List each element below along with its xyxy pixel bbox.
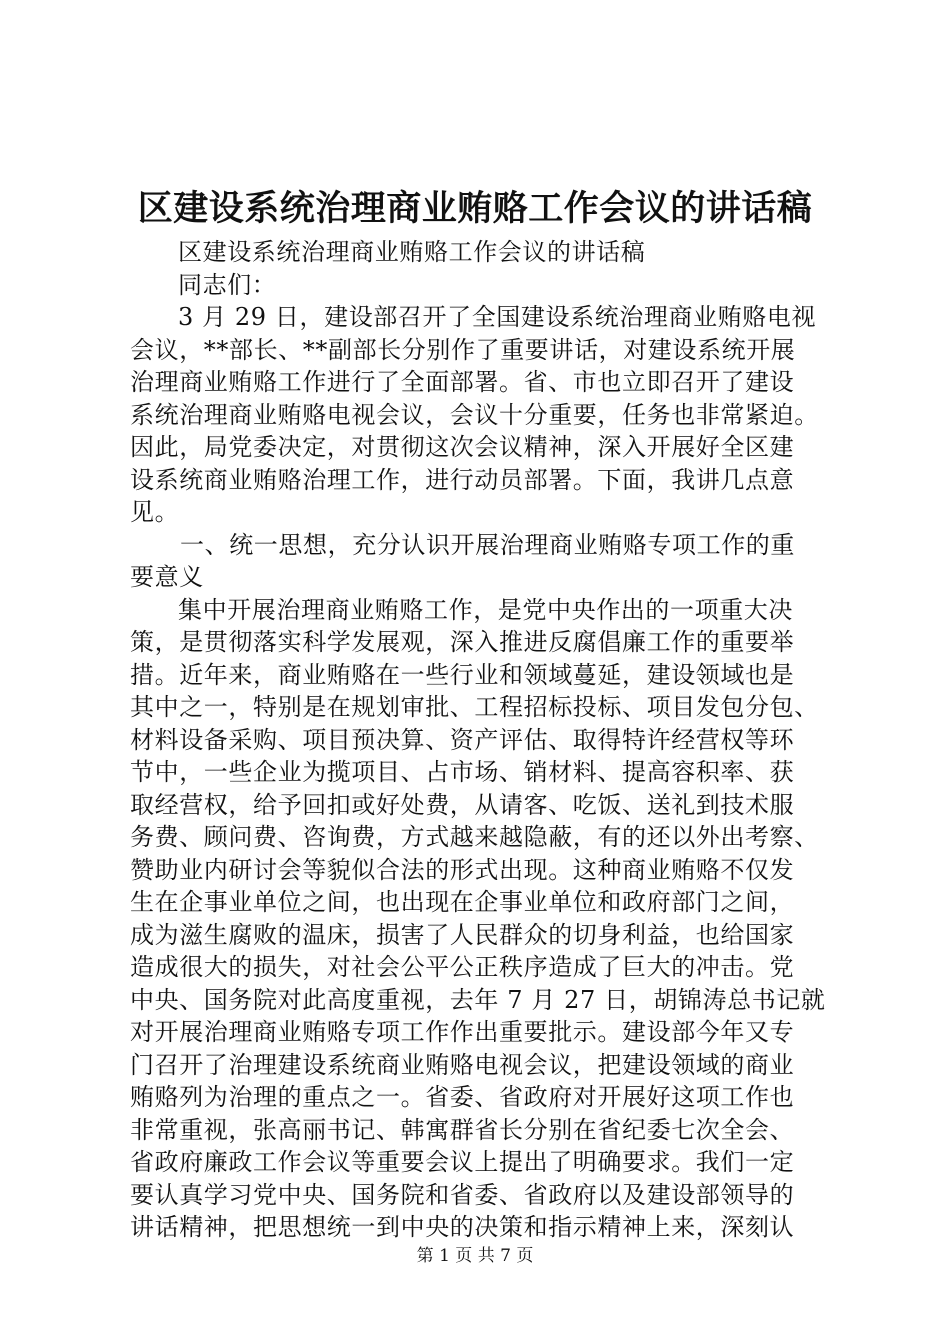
text-line: 成为滋生腐败的温床，损害了人民群众的切身利益，也给国家 (130, 920, 795, 949)
text-line: 非常重视，张高丽书记、韩寓群省长分别在省纪委七次全会、 (130, 1115, 795, 1144)
text-line: 设系统商业贿赂治理工作，进行动员部署。下面，我讲几点意 (130, 465, 795, 494)
text-line: 中央、国务院对此高度重视，去年 7 月 27 日，胡锦涛总书记就 (130, 985, 826, 1014)
text-line: 3 月 29 日，建设部召开了全国建设系统治理商业贿赂电视 (178, 303, 817, 331)
text-line: 省政府廉政工作会议等重要会议上提出了明确要求。我们一定 (130, 1148, 795, 1176)
text-line: 集中开展治理商业贿赂工作，是党中央作出的一项重大决 (178, 595, 793, 624)
text-line: 生在企事业单位之间，也出现在企事业单位和政府部门之间， (130, 888, 795, 916)
text-line: 见。 (130, 498, 180, 526)
text-line: 务费、顾问费、咨询费，方式越来越隐蔽，有的还以外出考察、 (130, 823, 819, 851)
text-line: 策，是贯彻落实科学发展观，深入推进反腐倡廉工作的重要举 (130, 628, 795, 656)
section-heading-line: 要意义 (130, 563, 204, 591)
text-line: 措。近年来，商业贿赂在一些行业和领域蔓延，建设领域也是 (130, 660, 795, 689)
page-footer: 第 1 页 共 7 页 (416, 1246, 534, 1266)
text-line: 对开展治理商业贿赂专项工作作出重要批示。建设部今年又专 (130, 1018, 795, 1046)
text-line: 取经营权，给予回扣或好处费，从请客、吃饭、送礼到技术服 (130, 790, 795, 819)
text-line: 区建设系统治理商业贿赂工作会议的讲话稿 (178, 238, 646, 266)
text-line: 治理商业贿赂工作进行了全面部署。省、市也立即召开了建设 (130, 368, 795, 396)
text-line: 材料设备采购、项目预决算、资产评估、取得特许经营权等环 (130, 725, 795, 754)
text-line: 系统治理商业贿赂电视会议，会议十分重要，任务也非常紧迫。 (130, 400, 819, 429)
section-heading-line: 一、统一思想，充分认识开展治理商业贿赂专项工作的重 (180, 530, 795, 559)
document-body (130, 236, 850, 1244)
text-line: 赞助业内研讨会等貌似合法的形式出现。这种商业贿赂不仅发 (130, 855, 795, 884)
text-line: 节中，一些企业为揽项目、占市场、销材料、提高容积率、获 (130, 758, 795, 786)
text-line: 讲话精神，把思想统一到中央的决策和指示精神上来，深刻认 (130, 1213, 795, 1241)
text-line: 同志们： (178, 270, 277, 299)
text-line: 造成很大的损失，对社会公平公正秩序造成了巨大的冲击。党 (130, 953, 795, 981)
text-line: 会议，**部长、**副部长分别作了重要讲话，对建设系统开展 (130, 335, 796, 364)
text-line: 贿赂列为治理的重点之一。省委、省政府对开展好这项工作也 (130, 1083, 795, 1111)
text-line: 其中之一，特别是在规划审批、工程招标投标、项目发包分包、 (130, 693, 819, 721)
text-line: 要认真学习党中央、国务院和省委、省政府以及建设部领导的 (130, 1180, 795, 1209)
text-line: 因此，局党委决定，对贯彻这次会议精神，深入开展好全区建 (130, 433, 795, 461)
document-title: 区建设系统治理商业贿赂工作会议的讲话稿 (137, 188, 813, 229)
text-line: 门召开了治理建设系统商业贿赂电视会议，把建设领域的商业 (130, 1050, 795, 1079)
